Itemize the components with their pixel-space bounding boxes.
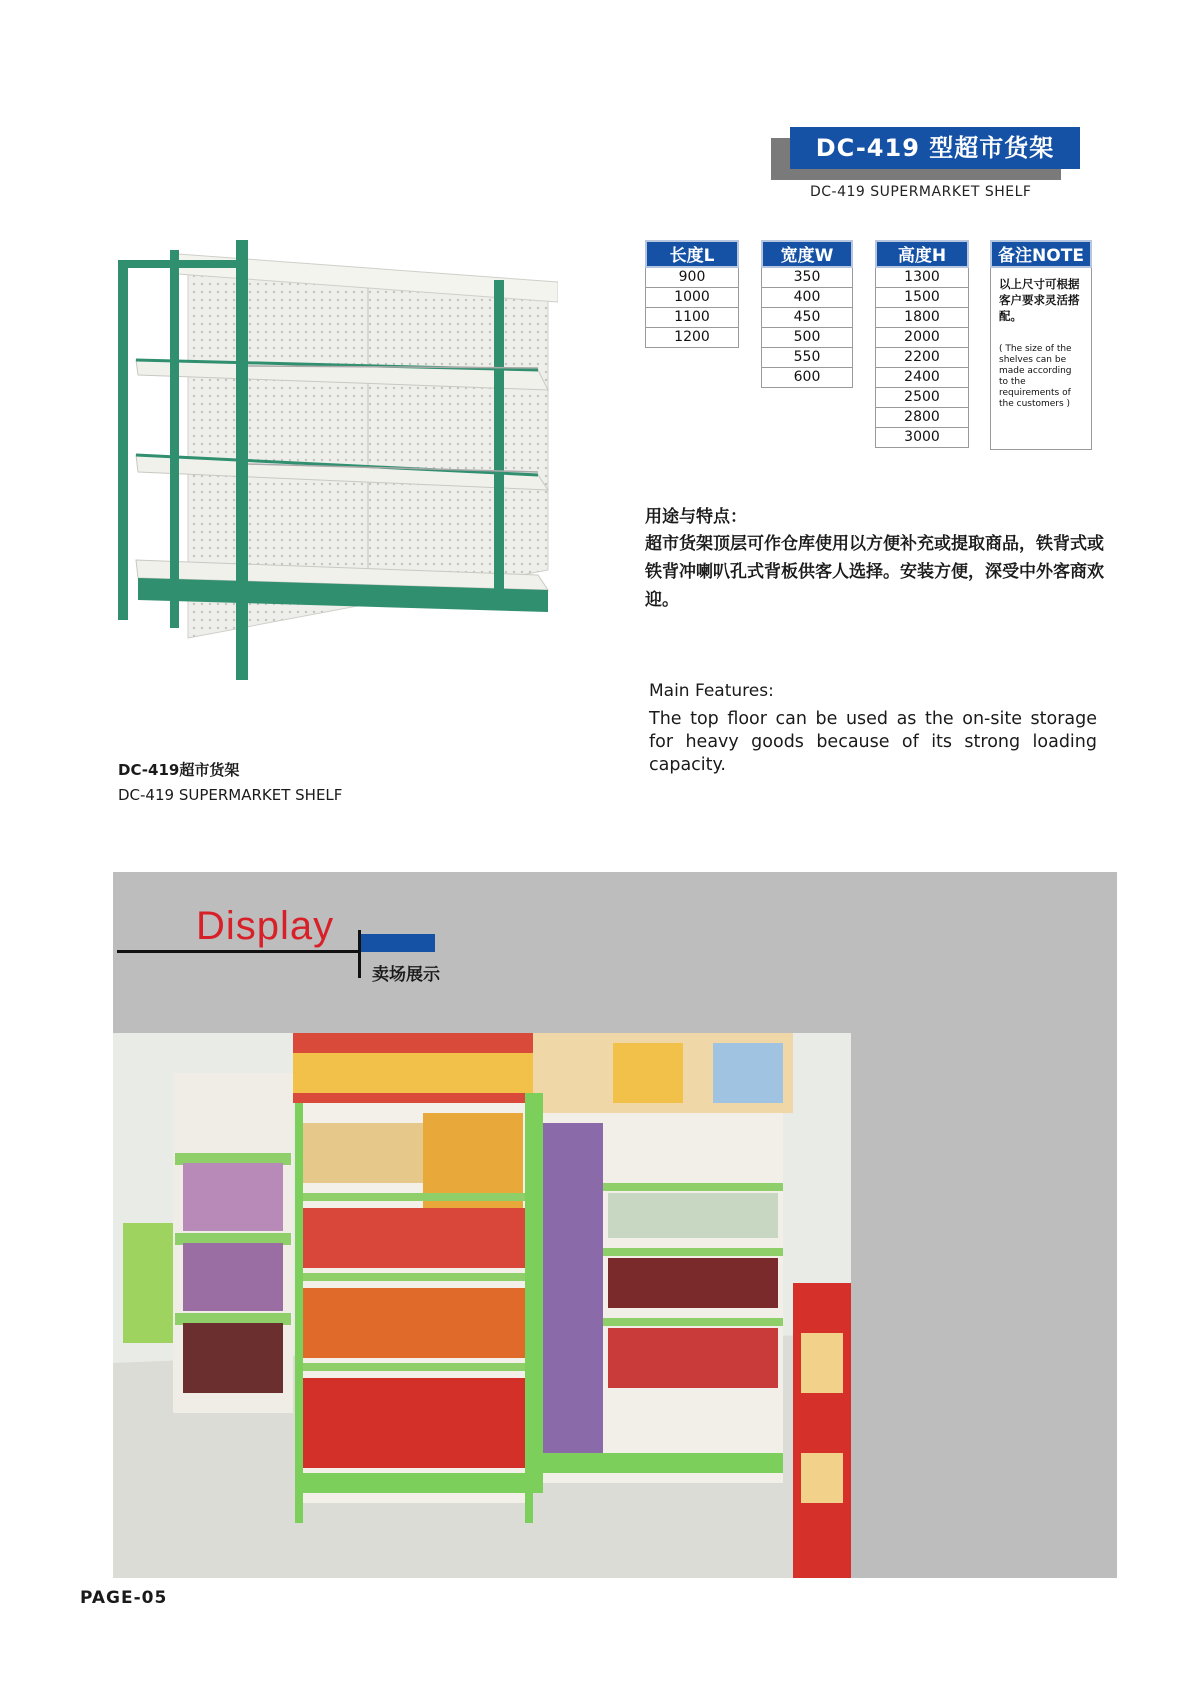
spec-header-length: 长度L: [645, 240, 739, 268]
spec-cell: 350: [762, 268, 852, 288]
spec-cell: 2400: [876, 368, 968, 388]
spec-values-width: [761, 268, 853, 388]
spec-header-width: 宽度W: [761, 240, 853, 268]
features-body-en: The top floor can be used as the on-site storage for heavy goods because of its strong loading capacity.: [649, 709, 1097, 775]
features-title-zh: 用途与特点：: [645, 507, 747, 527]
spec-note-body: [990, 268, 1092, 450]
page-subtitle: DC-419 SUPERMARKET SHELF: [810, 184, 1032, 200]
features-body-zh: 超市货架顶层可作仓库使用以方便补充或提取商品，铁背式或铁背冲喇叭孔式背板供客人选择。安装方便，深受中外客商欢迎。: [645, 534, 1104, 610]
spec-column-note: [990, 240, 1092, 450]
spec-column-height: [875, 240, 969, 448]
spec-cell: 1200: [674, 329, 710, 345]
spec-cell: 2500: [876, 388, 968, 408]
store-display-photo: [113, 1033, 851, 1578]
display-accent-bar: [361, 934, 435, 952]
spec-cell: 900: [646, 268, 738, 288]
spec-cell: 2200: [876, 348, 968, 368]
spec-values-length: [645, 268, 739, 348]
spec-note-en: ( The size of the shelves can be made according to the requirements of the customers ): [999, 344, 1072, 409]
spec-column-width: [761, 240, 853, 388]
supermarket-shelf-image: [118, 240, 558, 680]
spec-cell: 1300: [876, 268, 968, 288]
spec-cell: 1000: [646, 288, 738, 308]
product-caption-zh: DC-419超市货架: [118, 761, 240, 779]
spec-cell: 1100: [646, 308, 738, 328]
spec-cell: 2800: [876, 408, 968, 428]
spec-values-height: [875, 268, 969, 448]
spec-cell: 1800: [876, 308, 968, 328]
spec-cell: 500: [762, 328, 852, 348]
spec-cell: 550: [762, 348, 852, 368]
spec-header-height: 高度H: [875, 240, 969, 268]
product-caption-en: DC-419 SUPERMARKET SHELF: [118, 786, 343, 804]
spec-note-zh: 以上尺寸可根据客户要求灵活搭配。: [999, 277, 1080, 323]
features-title-en: Main Features:: [649, 681, 774, 701]
spec-cell: 3000: [904, 429, 940, 445]
display-subtitle: 卖场展示: [372, 965, 440, 985]
title-banner-shadow-bottom: [771, 168, 1061, 180]
spec-cell: 450: [762, 308, 852, 328]
spec-cell: 1500: [876, 288, 968, 308]
spec-cell: 600: [793, 369, 821, 385]
page-number: PAGE-05: [80, 1588, 168, 1608]
display-title: Display: [196, 904, 335, 948]
page-title: DC-419 型超市货架: [790, 127, 1080, 169]
spec-column-length: [645, 240, 739, 348]
spec-cell: 2000: [876, 328, 968, 348]
display-rule-horizontal: [117, 950, 360, 953]
spec-header-note: 备注NOTE: [990, 240, 1092, 268]
spec-cell: 400: [762, 288, 852, 308]
